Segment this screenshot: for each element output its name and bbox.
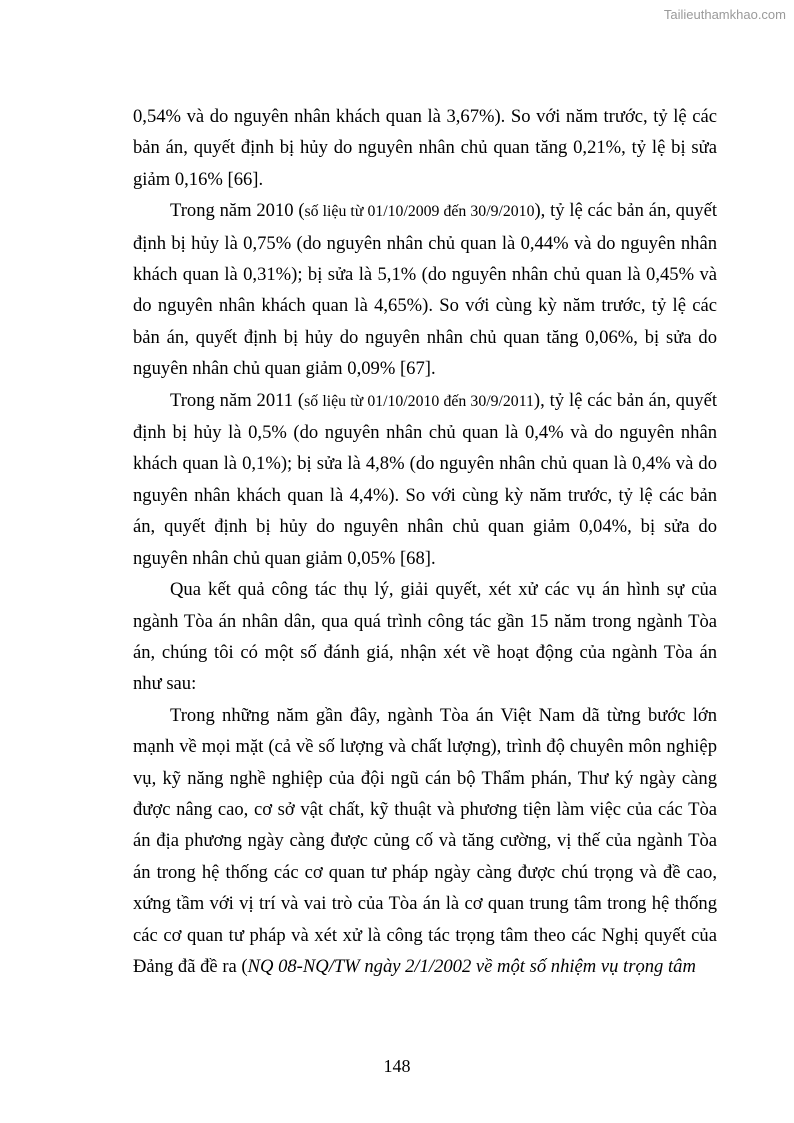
paragraph-1: 0,54% và do nguyên nhân khách quan là 3,67%). So với năm trước, tỷ lệ các bản án, quyết định bị hủy do nguyên nhân chủ quan tăng 0,21%, tỷ lệ bị sửa giảm 0,16% [66]. — [133, 106, 717, 190]
paragraph-3-lead: Trong năm 2011 ( — [170, 389, 305, 411]
paragraph-3-date-range: số liệu từ 01/10/2010 đến 30/9/2011 — [304, 392, 534, 410]
paragraph-5 — [133, 700, 717, 983]
page-body — [133, 101, 717, 982]
page-number: 148 — [383, 1056, 411, 1076]
paragraph-5-body: Trong những năm gần đây, ngành Tòa án Việt Nam dã từng bước lớn mạnh về mọi mặt (cả về số lượng và chất lượng), trình độ chuyên môn nghiệp vụ, kỹ năng nghề nghiệp của đội ngũ cán bộ Thẩm phán, Thư ký ngày càng được nâng cao, cơ sở vật chất, kỹ thuật và phương tiện làm việc của các Tòa án địa phương ngày càng được củng cố và tăng cường, vị thế của ngành Tòa án trong hệ thống các cơ quan tư pháp ngày càng được chú trọng và đề cao, xứng tầm với vị trí và vai trò của Tòa án là cơ quan trung tâm trong hệ thống các cơ quan tư pháp và xét xử là công tác trọng tâm theo các Nghị quyết của Đảng đã đề ra ( — [133, 704, 717, 977]
paragraph-2-body: ), tỷ lệ các bản án, quyết định bị hủy là 0,75% (do nguyên nhân chủ quan là 0,44% và do nguyên nhân khách quan là 0,31%); bị sửa là 5,1% (do nguyên nhân chủ quan là 0,45% và do nguyên nhân khách quan là 4,65%). So với cùng kỳ năm trước, tỷ lệ các bản án, quyết định bị hủy do nguyên nhân chủ quan tăng 0,06%, bị sửa do nguyên nhân chủ quan giảm 0,09% [67]. — [133, 200, 717, 380]
paragraph-3-body: ), tỷ lệ các bản án, quyết định bị hủy là 0,5% (do nguyên nhân chủ quan là 0,4% và do nguyên nhân khách quan là 0,1%); bị sửa là 4,8% (do nguyên nhân chủ quan là 0,4% và do nguyên nhân khách quan là 4,4%). So với cùng kỳ năm trước, tỷ lệ các bản án, quyết định bị hủy do nguyên nhân chủ quan giảm 0,04%, bị sửa do nguyên nhân chủ quan giảm 0,05% [68]. — [133, 389, 717, 569]
paragraph-5-italic-reference: NQ 08-NQ/TW ngày 2/1/2002 về một số nhiệm vụ trọng tâm — [247, 955, 696, 977]
paragraph-4: Qua kết quả công tác thụ lý, giải quyết, xét xử các vụ án hình sự của ngành Tòa án nhân dân, qua quá trình công tác gần 15 năm trong ngành Tòa án, chúng tôi có một số đánh giá, nhận xét về hoạt động của ngành Tòa án như sau: — [133, 579, 717, 695]
paragraph-2-lead: Trong năm 2010 ( — [170, 200, 305, 222]
paragraph-2 — [133, 195, 717, 384]
watermark: Tailieuthamkhao.com — [663, 7, 786, 22]
paragraph-2-date-range: số liệu từ 01/10/2009 đến 30/9/2010 — [304, 203, 535, 221]
paragraph-3 — [133, 385, 717, 574]
